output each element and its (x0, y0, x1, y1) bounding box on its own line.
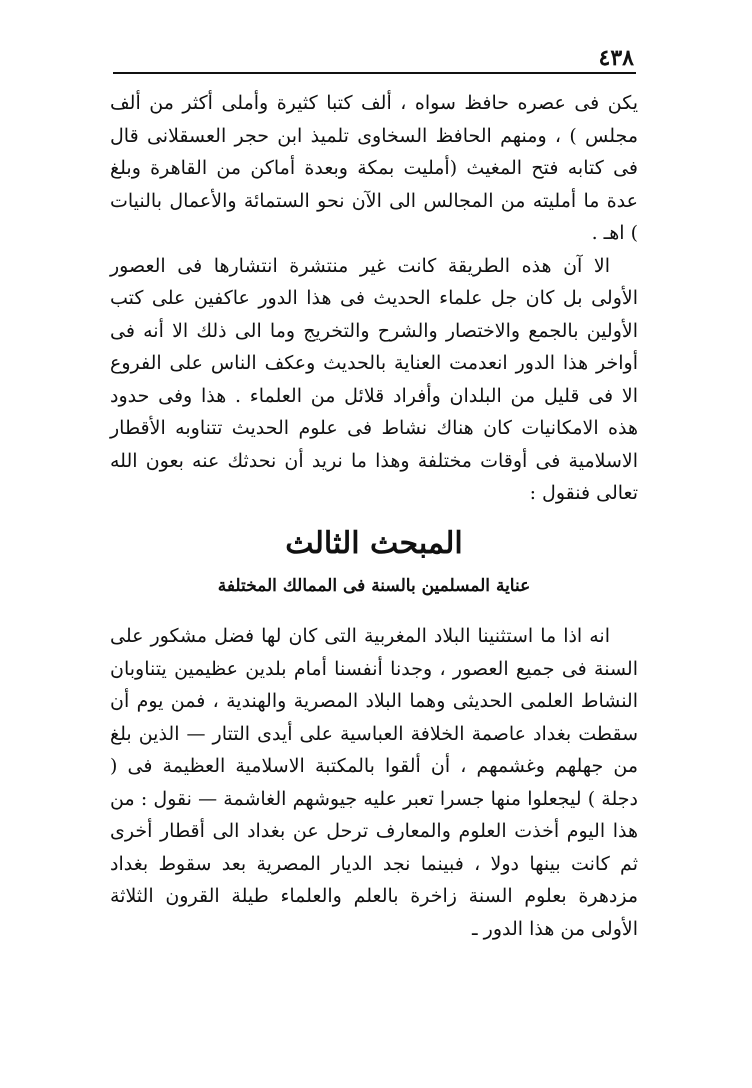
paragraph: الا آن هذه الطريقة كانت غير منتشرة انتشارها فى العصور الأولى بل كان جل علماء الحديث فى هذا الدور عاكفين على كتب الأولين بالجمع والاختصار والشرح والتخريج وما الى ذلك الا أنه فى أواخر هذا الدور انعدمت العناية بالحديث وعكف الناس على الفروع الا فى قليل من البلدان وأفراد قلائل من العلماء . هذا وفى حدود هذه الامكانيات كان هناك نشاط فى علوم الحديث تتناوبه الأقطار الاسلامية فى أوقات مختلفة وهذا ما نريد أن نحدثك عنه بعون الله تعالى فنقول : (110, 254, 638, 504)
text-block-before-section (110, 87, 638, 510)
page-number: ٤٣٨ (598, 45, 634, 71)
paragraph: يكن فى عصره حافظ سواه ، ألف كتبا كثيرة وأملى أكثر من ألف مجلس ) ، ومنهم الحافظ السخاوى تلميذ ابن حجر العسقلانى قال فى كتابه فتح المغيث (أمليت بمكة وبعدة أماكن من القاهرة وبلغ عدة ما أمليته من المجالس الى الآن نحو الستمائة والأعمال بالنيات ) اهـ . (110, 92, 638, 244)
paragraph: انه اذا ما استثنينا البلاد المغربية التى كان لها فضل مشكور على السنة فى جميع العصور ، وجدنا أنفسنا أمام بلدين عظيمين يتناوبان النشاط العلمى الحديثى وهما البلاد المصرية والهندية ، فمن يوم أن سقطت بغداد عاصمة الخلافة العباسية على أيدى التتار — الذين بلغ من جهلهم وغشمهم ، أن ألقوا بالمكتبة الاسلامية العظيمة فى ( دجلة ) ليجعلوا منها جسرا تعبر عليه جيوشهم الغاشمة — نقول : من هذا اليوم أخذت العلوم والمعارف ترحل عن بغداد الى أقطار أخرى ثم كانت بينها دولا ، فبينما نجد الديار المصرية بعد سقوط بغداد مزدهرة بعلوم السنة زاخرة بالعلم والعلماء طيلة القرون الثلاثة الأولى من هذا الدور ـ (110, 625, 638, 940)
section-heading: المبحث الثالث (285, 526, 463, 561)
header-rule (113, 72, 636, 74)
section-subtitle: عناية المسلمين بالسنة فى الممالك المختلفة (217, 576, 531, 596)
text-block-after-section (110, 620, 638, 945)
